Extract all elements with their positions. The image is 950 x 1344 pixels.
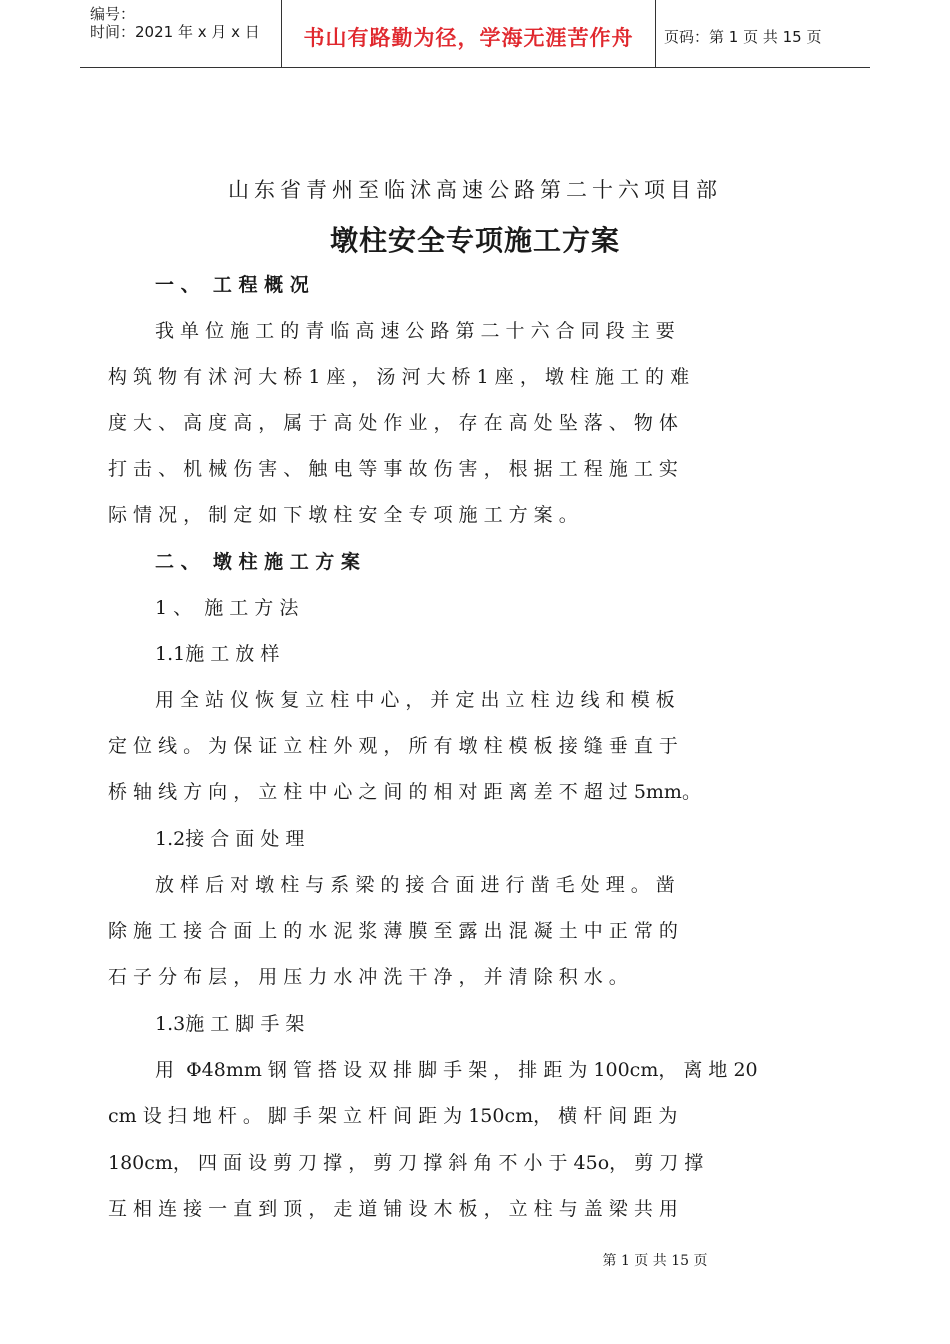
section-heading-2: 二 、 墩 柱 施 工 方 案	[155, 551, 360, 573]
paragraph-line: 际 情 况 ， 制 定 如 下 墩 柱 安 全 专 项 施 工 方 案 。	[108, 504, 578, 526]
paragraph-line: 用 Φ48mm 钢 管 搭 设 双 排 脚 手 架 ， 排 距 为 100cm， 离 地 20	[155, 1059, 758, 1081]
subsection-heading: 1 、 施 工 方 法	[155, 597, 299, 619]
paragraph-line: 石 子 分 布 层 ， 用 压 力 水 冲 洗 干 净 ， 并 清 除 积 水 。	[108, 966, 628, 988]
paragraph-line: 定 位 线 。 为 保 证 立 柱 外 观 ， 所 有 墩 柱 模 板 接 缝 垂 直 于	[108, 735, 678, 757]
paragraph-line: 度 大 、 高 度 高 ， 属 于 高 处 作 业 ， 存 在 高 处 坠 落 、 物 体	[108, 412, 678, 434]
subsection-heading: 1.2接 合 面 处 理	[155, 828, 305, 850]
document-date: 时间：2021 年 x 月 x 日	[90, 23, 260, 41]
paragraph-line: 除 施 工 接 合 面 上 的 水 泥 浆 薄 膜 至 露 出 混 凝 土 中 正 常 的	[108, 920, 678, 942]
paragraph-line: 用 全 站 仪 恢 复 立 柱 中 心 ， 并 定 出 立 柱 边 线 和 模 板	[155, 689, 675, 711]
header-page-number: 页码：第 1 页 共 15 页	[664, 28, 822, 46]
section-heading-1: 一 、 工 程 概 况	[155, 274, 309, 296]
paragraph-line: 180cm， 四 面 设 剪 刀 撑 ， 剪 刀 撑 斜 角 不 小 于 45o， 剪 刀 撑	[108, 1152, 704, 1174]
document-title: 墩柱安全专项施工方案	[329, 224, 620, 257]
paragraph-line: 桥 轴 线 方 向 ， 立 柱 中 心 之 间 的 相 对 距 离 差 不 超 过 5mm。	[108, 781, 701, 803]
page-footer: 第 1 页 共 15 页	[602, 1253, 708, 1269]
paragraph-line: 互 相 连 接 一 直 到 顶 ， 走 道 铺 设 木 板 ， 立 柱 与 盖 梁 共 用	[108, 1198, 678, 1220]
page-header	[80, 0, 870, 68]
paragraph-line: cm 设 扫 地 杆 。 脚 手 架 立 杆 间 距 为 150cm， 横 杆 间 距 为	[108, 1105, 678, 1127]
header-motto-cell	[282, 0, 656, 68]
paragraph-line: 构 筑 物 有 沭 河 大 桥 1 座 ， 汤 河 大 桥 1 座 ， 墩 柱 施 工 的 难	[108, 366, 690, 388]
paragraph-line: 打 击 、 机 械 伤 害 、 触 电 等 事 故 伤 害 ， 根 据 工 程 施 工 实	[108, 458, 678, 480]
header-motto: 书山有路勤为径，学海无涯苦作舟	[303, 26, 634, 50]
header-page-cell	[656, 0, 870, 68]
header-meta-cell	[80, 0, 282, 68]
document-code: 编号：	[90, 5, 136, 23]
subsection-heading: 1.1施 工 放 样	[155, 643, 280, 665]
organization-name: 山东省青州至临沭高速公路第二十六项目部	[228, 178, 722, 202]
paragraph-line: 我 单 位 施 工 的 青 临 高 速 公 路 第 二 十 六 合 同 段 主 要	[155, 320, 675, 342]
paragraph-line: 放 样 后 对 墩 柱 与 系 梁 的 接 合 面 进 行 凿 毛 处 理 。 凿	[155, 874, 675, 896]
subsection-heading: 1.3施 工 脚 手 架	[155, 1013, 305, 1035]
